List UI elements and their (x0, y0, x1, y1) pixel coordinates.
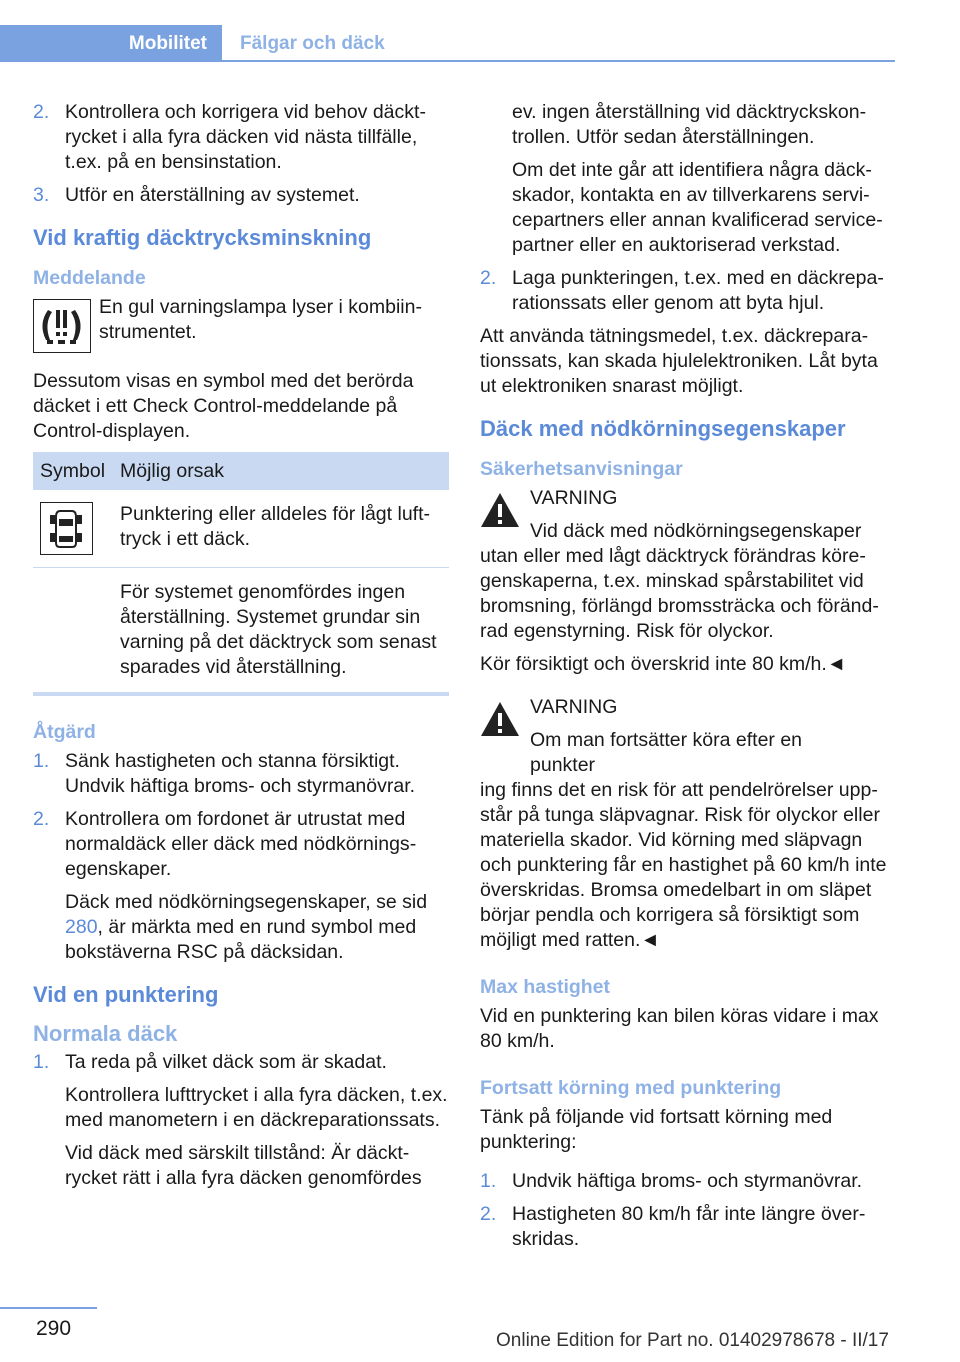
page-number: 290 (36, 1317, 72, 1340)
list-text: Laga punkteringen, t.ex. med en däckreparationssats eller genom att byta hjul. (512, 267, 884, 314)
list-item (33, 100, 449, 175)
list-item (33, 183, 449, 208)
section-heading: Vid kraftig däcktrycksminskning (33, 225, 372, 250)
list-item (33, 1050, 449, 1191)
list-item (480, 1169, 896, 1194)
list-text: Utför en återställning av systemet. (65, 184, 360, 206)
subsection-heading: Säkerhetsanvisningar (480, 458, 683, 480)
header-divider (0, 60, 895, 62)
page-reference-link[interactable]: 280 (65, 916, 98, 938)
warning-head-text (530, 486, 861, 544)
list-number: 1. (33, 1051, 50, 1073)
tab-falgar-och-dack[interactable]: Fälgar och däck (240, 32, 385, 54)
list-text: Om det inte går att identifiera några däckskador, kontakta en av tillverkarens servicepartners eller annan kvalificerad servicepartner eller en auktoriserad verkstad. (512, 159, 883, 256)
warning-head (480, 695, 896, 778)
list-number: 2. (480, 267, 497, 289)
footer-edition: Online Edition for Part no. 01402978678 - II/17 (496, 1330, 889, 1351)
section-heading: Vid en punktering (33, 982, 219, 1007)
list-text: Ta reda på vilket däck som är skadat. (65, 1051, 387, 1073)
list-text: Undvik häftiga broms- och styrmanövrar. (512, 1170, 863, 1192)
list-body (65, 1050, 449, 1191)
list-number: 1. (480, 1170, 497, 1192)
subsection-heading: Fortsatt körning med punktering (480, 1077, 782, 1099)
symbol-table (33, 452, 449, 696)
column-header-cause: Möjlig orsak (120, 459, 225, 482)
section-heading: Däck med nödkörningsegenskaper (480, 416, 846, 441)
page-number-rule (0, 1307, 97, 1309)
list-item (33, 807, 449, 965)
list-text: Vid däck med särskilt tillstånd: Är däcktrycket rätt i alla fyra däcken genomfördes (65, 1142, 422, 1189)
list-text (65, 890, 449, 965)
list-text: Kontrollera om fordonet är utrustat med normaldäck eller däck med nödkörningsegenskaper. (65, 808, 417, 880)
warning-text: ing finns det en risk för att pendelrörelser uppstår på tunga släpvagnar. Risk för olyckor eller materiella skador. Vid körning med släpvagn och punktering får en hastighet på 60 km/h inte överskridas. Bromsa omedelbart in om släpet börjar pendla och korrigera så försiktigt som möjligt med ratten.◄ (480, 779, 887, 951)
paragraph: Tänk på följande vid fortsatt körning med punktering: (480, 1106, 833, 1153)
paragraph: Vid en punktering kan bilen köras vidare i max 80 km/h. (480, 1005, 879, 1052)
subsection-heading: Normala däck (33, 1021, 178, 1046)
list-number: 2. (480, 1203, 497, 1225)
left-column (33, 100, 449, 1199)
warning-triangle-icon (480, 492, 520, 528)
warning-text: Kör försiktigt och överskrid inte 80 km/h.◄ (480, 653, 847, 675)
warning-head (480, 486, 896, 544)
list-number: 2. (33, 101, 50, 123)
list-number: 1. (33, 750, 50, 772)
text-span: , är märkta med en rund symbol med bokstäverna RSC på däcksidan. (65, 916, 417, 963)
table-row (33, 490, 449, 568)
table-row (33, 568, 449, 692)
subsection-heading: Meddelande (33, 267, 146, 289)
warning-label: VARNING (530, 487, 618, 509)
car-tire-symbol-icon (40, 502, 93, 555)
table-cell-symbol (33, 502, 120, 555)
page-number-block (0, 1307, 97, 1362)
header-bar (0, 0, 895, 62)
warning-head-text (530, 695, 872, 778)
list-item (480, 266, 896, 316)
paragraph: Dessutom visas en symbol med det berörda däcket i ett Check Control-meddelande på Control-displayen. (33, 370, 414, 442)
list-text: Kontrollera och korrigera vid behov däcktrycket i alla fyra däcken vid nästa tillfälle, t.ex. på en bensinstation. (65, 101, 426, 173)
list-number: 3. (33, 184, 50, 206)
list-text: ev. ingen återställning vid däcktryckskontrollen. Utför sedan återställningen. (512, 101, 867, 148)
paragraph: Att använda tätningsmedel, t.ex. däckreparationssats, kan skada hjulelektroniken. Låt byta ut elektroniken snarast möjligt. (480, 325, 878, 397)
table-cell-symbol (33, 580, 120, 680)
warning-block (480, 486, 896, 677)
message-text: En gul varningslampa lyser i kombiinstrumentet. (99, 296, 422, 343)
text-span: Däck med nödkörningsegenskaper, se sid (65, 891, 428, 913)
table-header (33, 452, 449, 490)
subsection-heading: Max hastighet (480, 976, 611, 998)
right-column (480, 100, 896, 1260)
list-item (33, 749, 449, 799)
list-text: Kontrollera lufttrycket i alla fyra däcken, t.ex. med manometern i en däckreparationssats. (65, 1084, 448, 1131)
warning-label: VARNING (530, 696, 618, 718)
list-text: Sänk hastigheten och stanna försiktigt. Undvik häftiga broms- och styrmanövrar. (65, 750, 416, 797)
list-continuation (480, 100, 896, 258)
list-item (480, 1202, 896, 1252)
subsection-heading: Åtgärd (33, 721, 96, 743)
column-header-symbol: Symbol (40, 459, 106, 482)
warning-block (480, 695, 896, 953)
tab-mobilitet[interactable]: Mobilitet (0, 25, 222, 62)
message-note (33, 295, 449, 355)
table-cell-cause: Punktering eller alldeles för lågt lufttryck i ett däck. (120, 503, 430, 550)
list-number: 2. (33, 808, 50, 830)
warning-triangle-icon (480, 701, 520, 737)
warning-text: Vid däck med nödkörningsegenskaper (530, 520, 862, 542)
table-cell-cause: För systemet genomfördes ingen återställning. Systemet grundar sin varning på det däcktryck som senast sparades vid återställning. (120, 581, 437, 678)
list-body (65, 807, 449, 965)
warning-text: utan eller med lågt däcktryck förändras köregenskaperna, t.ex. minskad spårstabilitet vid bromsning, förlängd bromssträcka och förändrad egenstyrning. Risk för olyckor. (480, 545, 879, 642)
tire-pressure-warning-icon (33, 299, 91, 353)
warning-text: Om man fortsätter köra efter en punkter (530, 729, 803, 776)
list-text: Hastigheten 80 km/h får inte längre överskridas. (512, 1203, 866, 1250)
